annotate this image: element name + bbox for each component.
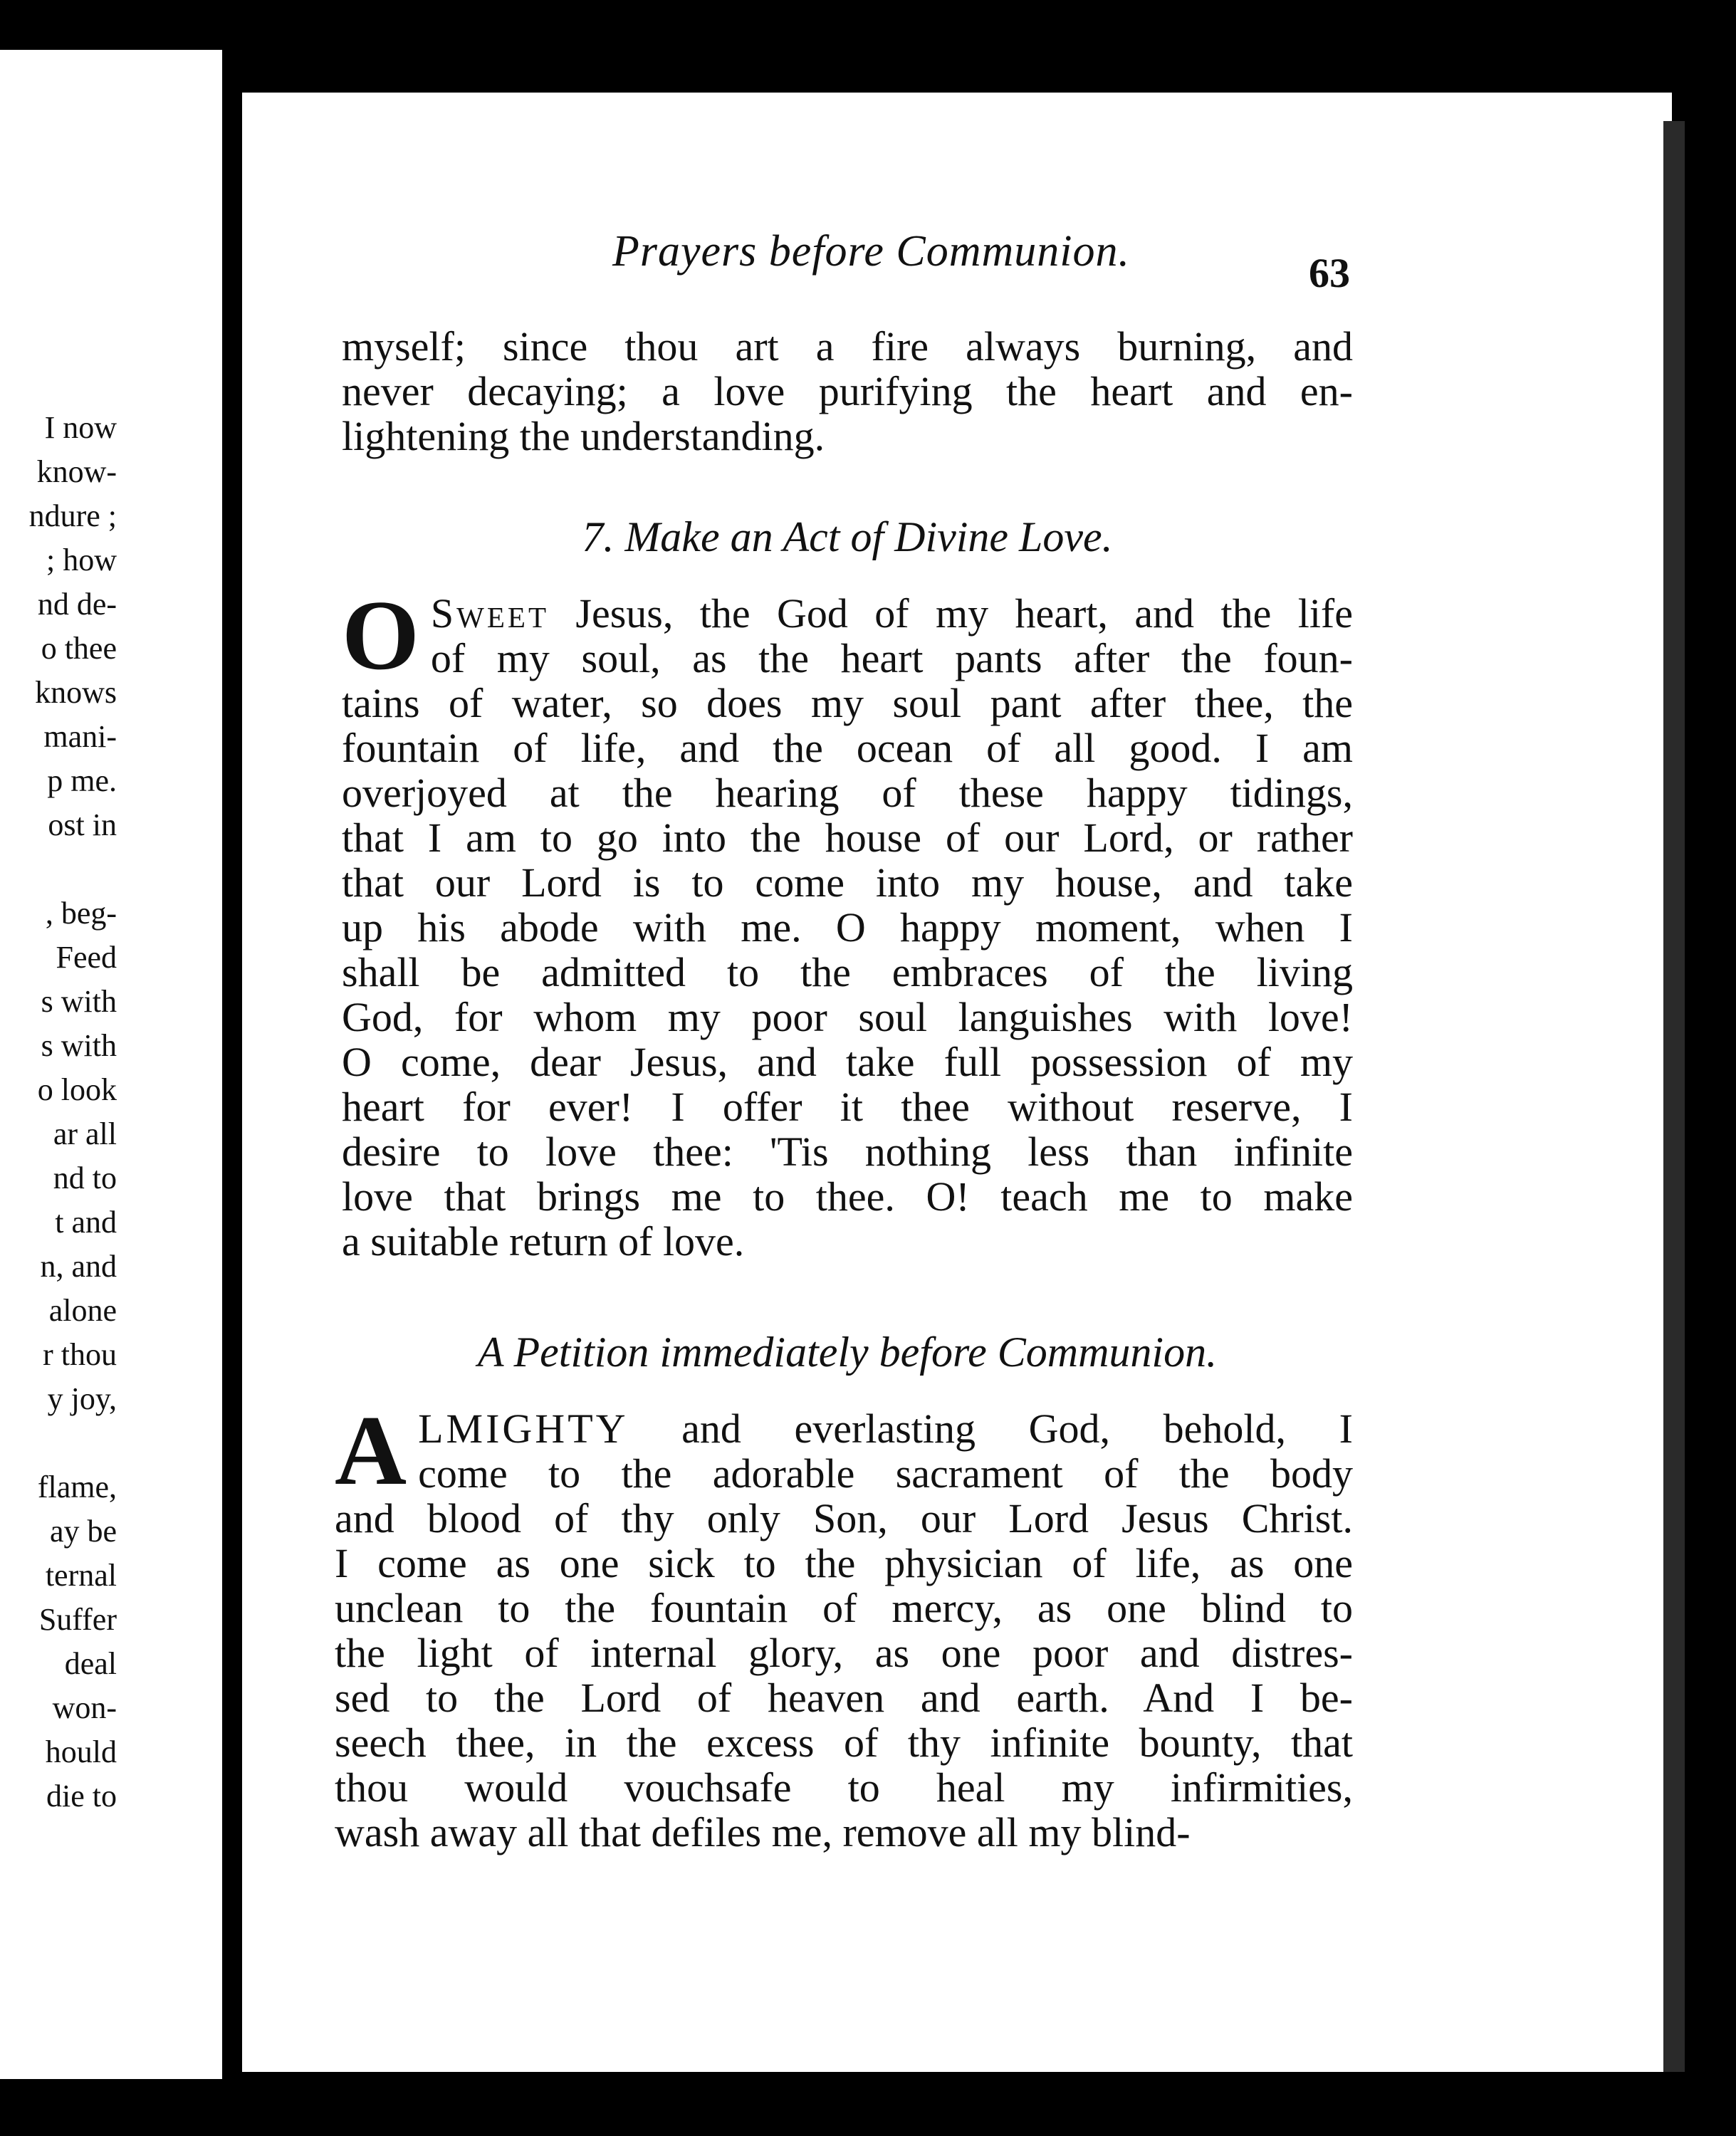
- text-line: I come as one sick to the physician of life, as one: [335, 1540, 1353, 1586]
- drop-cap-o: O: [342, 580, 419, 691]
- petition-text: [335, 1396, 1353, 1855]
- previous-page-line: mani-: [43, 719, 117, 754]
- previous-page-line: ndure ;: [28, 498, 117, 533]
- previous-page-fragment: [0, 50, 222, 2079]
- opening-word: Sweet: [430, 590, 549, 637]
- previous-page-line: Feed: [56, 940, 117, 975]
- text-line: fountain of life, and the ocean of all good. I am: [342, 725, 1353, 771]
- section-heading-divine-love: 7. Make an Act of Divine Love.: [582, 513, 1113, 560]
- text-line: [342, 591, 1353, 636]
- petition-paragraph: [335, 1396, 1353, 1855]
- previous-page-line: flame,: [37, 1470, 117, 1504]
- previous-page-line: s with: [41, 1028, 117, 1063]
- previous-page-line: knows: [35, 675, 117, 710]
- text-line: desire to love thee: 'Tis nothing less than infinite: [342, 1129, 1353, 1175]
- text-line: wash away all that defiles me, remove all my blind-: [335, 1809, 1191, 1855]
- previous-page-line: n, and: [40, 1249, 117, 1284]
- text-line: lightening the understanding.: [342, 413, 825, 459]
- text-line-rest: Jesus, the God of my heart, and the life: [549, 590, 1353, 637]
- previous-page-line: o thee: [41, 631, 117, 666]
- text-line: that our Lord is to come into my house, and take: [342, 859, 1353, 906]
- previous-page-line: ost in: [48, 807, 117, 842]
- previous-page-line: r thou: [43, 1337, 117, 1372]
- text-line: and blood of thy only Son, our Lord Jesus Christ.: [335, 1495, 1353, 1541]
- text-line: thou would vouchsafe to heal my infirmities,: [335, 1764, 1353, 1811]
- previous-page-line: know-: [36, 454, 117, 489]
- previous-page-line: p me.: [47, 763, 117, 798]
- text-line: come to the adorable sacrament of the body: [418, 1450, 1353, 1497]
- text-line: of my soul, as the heart pants after the foun-: [430, 635, 1353, 681]
- text-line: heart for ever! I offer it thee without reserve, I: [342, 1084, 1353, 1130]
- text-line: unclean to the fountain of mercy, as one blind to: [335, 1585, 1353, 1631]
- previous-page-line: ; how: [46, 543, 117, 577]
- previous-page-line: I now: [44, 410, 117, 445]
- previous-page-line: alone: [48, 1293, 117, 1328]
- section-heading-petition: A Petition immediately before Communion.: [477, 1329, 1218, 1376]
- opening-paragraph: [342, 324, 1353, 459]
- previous-page-line: won-: [52, 1690, 117, 1725]
- divine-love-paragraph: [342, 580, 1353, 1265]
- opening-word: LMIGHTY: [418, 1405, 629, 1452]
- text-line-rest: and everlasting God, behold, I: [628, 1405, 1353, 1452]
- previous-page-line: nd to: [53, 1161, 117, 1195]
- previous-page-line: , beg-: [45, 896, 117, 931]
- text-line: love that brings me to thee. O! teach me to make: [342, 1173, 1353, 1220]
- page-edge: [1663, 121, 1685, 2072]
- previous-page-line: [0, 1421, 222, 1465]
- previous-page-text: [0, 406, 222, 1818]
- text-line: tains of water, so does my soul pant after thee, the: [342, 680, 1353, 726]
- previous-page-line: y joy,: [47, 1381, 117, 1416]
- previous-page-line: ar all: [53, 1116, 117, 1151]
- text-line: seech thee, in the excess of thy infinite bounty, that: [335, 1719, 1353, 1766]
- previous-page-line: hould: [45, 1734, 117, 1769]
- opening-paragraph-text: [342, 324, 1353, 459]
- text-line: that I am to go into the house of our Lord, or rather: [342, 815, 1353, 861]
- text-line: a suitable return of love.: [342, 1218, 745, 1265]
- text-line: the light of internal glory, as one poor and distres-: [335, 1630, 1353, 1676]
- text-line: God, for whom my poor soul languishes with love!: [342, 994, 1353, 1040]
- previous-page-line: ay be: [49, 1514, 117, 1549]
- previous-page-line: deal: [64, 1646, 117, 1681]
- running-title: Prayers before Communion.: [612, 227, 1131, 276]
- previous-page-line: t and: [55, 1205, 117, 1240]
- text-line: sed to the Lord of heaven and earth. And I be-: [335, 1675, 1353, 1721]
- text-line: overjoyed at the hearing of these happy tidings,: [342, 770, 1353, 816]
- previous-page-line: o look: [37, 1072, 117, 1107]
- drop-cap-a: A: [335, 1396, 407, 1506]
- previous-page-line: ternal: [45, 1558, 117, 1593]
- previous-page-line: [0, 847, 222, 891]
- text-line: up his abode with me. O happy moment, when I: [342, 904, 1353, 951]
- text-line: O come, dear Jesus, and take full possession of my: [342, 1039, 1353, 1085]
- page-number: 63: [1309, 250, 1350, 296]
- text-line: never decaying; a love purifying the heart and en-: [342, 368, 1353, 414]
- previous-page-line: nd de-: [37, 587, 117, 622]
- text-line: [335, 1406, 1353, 1451]
- previous-page-line: Suffer: [38, 1602, 117, 1637]
- text-line: myself; since thou art a fire always burning, and: [342, 323, 1353, 370]
- divine-love-text: [342, 580, 1353, 1265]
- text-line: shall be admitted to the embraces of the living: [342, 949, 1353, 995]
- previous-page-line: s with: [41, 984, 117, 1019]
- previous-page-line: die to: [46, 1779, 117, 1813]
